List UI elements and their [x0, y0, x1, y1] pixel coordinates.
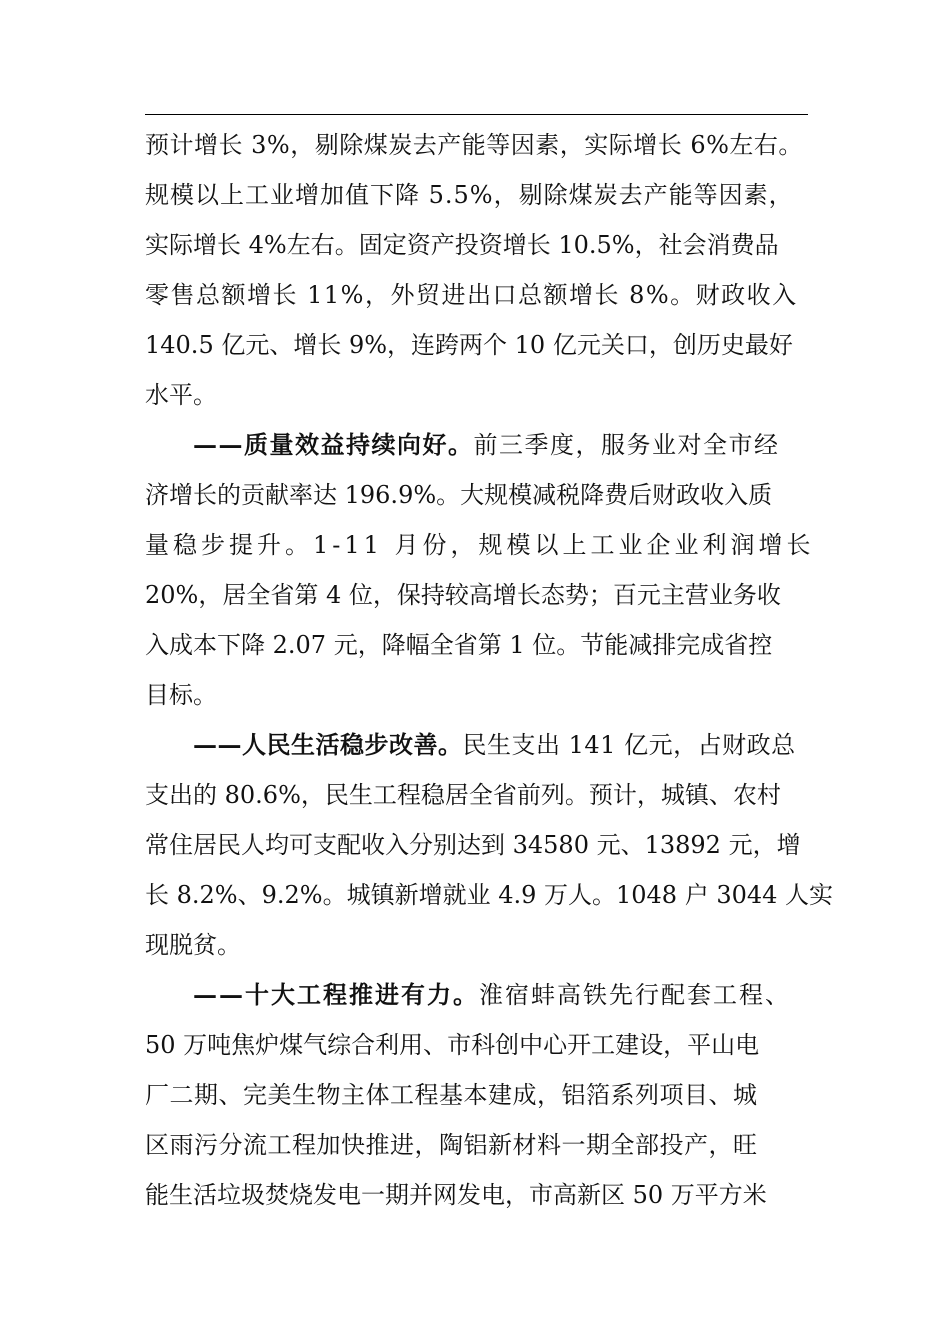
section-heading: ——人民生活稳步改善。: [193, 730, 463, 759]
text-line: [145, 679, 845, 711]
line-text: 预计增长 3%，剔除煤炭去产能等因素，实际增长 6%左右。: [145, 131, 803, 159]
line-text: 140.5 亿元、增长 9%，连跨两个 10 亿元关口，创历史最好: [145, 331, 793, 359]
line-text: 民生支出 141 亿元，占财政总: [462, 731, 796, 759]
line-text: 支出的 80.6%，民生工程稳居全省前列。预计，城镇、农村: [145, 781, 781, 809]
section-heading-line: [193, 729, 893, 761]
line-text: 水平。: [145, 381, 217, 409]
text-line: [145, 229, 845, 261]
line-text: 区雨污分流工程加快推进，陶铝新材料一期全部投产，旺: [145, 1131, 758, 1159]
text-line: [145, 179, 845, 211]
line-text: 量稳步提升。1-11 月份，规模以上工业企业利润增长: [145, 531, 815, 559]
text-line: [145, 1129, 845, 1161]
line-text: 现脱贫。: [145, 931, 241, 959]
text-line: [145, 779, 845, 811]
line-text: 规模以上工业增加值下降 5.5%，剔除煤炭去产能等因素，: [145, 181, 794, 209]
text-line: [145, 329, 845, 361]
line-text: 50 万吨焦炉煤气综合利用、市科创中心开工建设，平山电: [145, 1031, 760, 1059]
line-text: 零售总额增长 11%，外贸进出口总额增长 8%。财政收入: [145, 281, 798, 309]
line-text: 淮宿蚌高铁先行配套工程、: [479, 981, 791, 1009]
section-heading: ——质量效益持续向好。: [193, 430, 474, 459]
text-line: [145, 879, 845, 911]
text-line: [145, 479, 845, 511]
text-line: [145, 129, 845, 161]
text-line: [145, 629, 845, 661]
line-text: 厂二期、完美生物主体工程基本建成，铝箔系列项目、城: [145, 1081, 758, 1109]
line-text: 目标。: [145, 681, 217, 709]
text-line: [145, 929, 845, 961]
text-line: [145, 829, 845, 861]
text-line: [145, 1029, 845, 1061]
line-text: 长 8.2%、9.2%。城镇新增就业 4.9 万人。1048 户 3044 人实: [145, 881, 834, 909]
section-heading-line: [193, 979, 893, 1011]
text-line: [145, 579, 845, 611]
text-line: [145, 1079, 845, 1111]
line-text: 常住居民人均可支配收入分别达到 34580 元、13892 元，增: [145, 831, 801, 859]
section-heading-line: [193, 429, 893, 461]
header-rule: [145, 114, 808, 115]
line-text: 济增长的贡献率达 196.9%。大规模减税降费后财政收入质: [145, 481, 773, 509]
line-text: 能生活垃圾焚烧发电一期并网发电，市高新区 50 万平方米: [145, 1181, 767, 1209]
text-line: [145, 1179, 845, 1211]
section-heading: ——十大工程推进有力。: [193, 980, 479, 1009]
text-line: [145, 529, 845, 561]
text-line: [145, 279, 845, 311]
line-text: 实际增长 4%左右。固定资产投资增长 10.5%，社会消费品: [145, 231, 779, 259]
line-text: 20%，居全省第 4 位，保持较高增长态势；百元主营业务收: [145, 581, 781, 609]
text-line: [145, 379, 845, 411]
line-text: 前三季度，服务业对全市经: [473, 431, 780, 459]
line-text: 入成本下降 2.07 元，降幅全省第 1 位。节能减排完成省控: [145, 631, 773, 659]
